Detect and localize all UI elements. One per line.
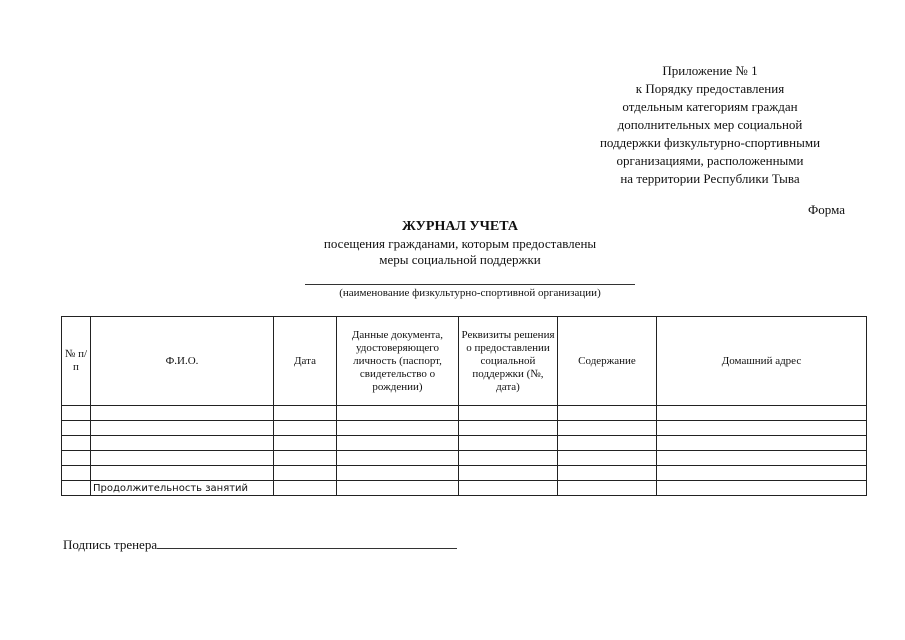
signature-label: Подпись тренера	[63, 537, 158, 552]
table-cell[interactable]	[558, 466, 657, 481]
table-row	[62, 436, 867, 451]
header-number: № п/п	[62, 317, 91, 406]
table-cell[interactable]	[91, 466, 274, 481]
table-row	[62, 421, 867, 436]
table-cell[interactable]	[558, 451, 657, 466]
table-cell[interactable]	[91, 406, 274, 421]
header-home-address: Домашний адрес	[657, 317, 867, 406]
table-cell[interactable]	[337, 406, 459, 421]
duration-label: Продолжительность занятий	[91, 481, 274, 496]
form-label: Форма	[808, 202, 845, 217]
table-cell[interactable]	[459, 421, 558, 436]
table-cell[interactable]	[62, 406, 91, 421]
table-cell[interactable]	[274, 481, 337, 496]
table-cell[interactable]	[558, 436, 657, 451]
table-cell[interactable]	[657, 466, 867, 481]
table-cell[interactable]	[459, 481, 558, 496]
table-cell[interactable]	[274, 466, 337, 481]
table-row	[62, 451, 867, 466]
table-cell[interactable]	[558, 481, 657, 496]
header-fullname: Ф.И.О.	[91, 317, 274, 406]
appendix-line: к Порядку предоставления	[635, 81, 785, 96]
table-cell[interactable]	[657, 481, 867, 496]
table-cell[interactable]	[558, 421, 657, 436]
trainer-signature	[63, 536, 457, 553]
table-cell[interactable]	[657, 421, 867, 436]
organization-caption: (наименование физкультурно-спортивной организации)	[339, 287, 601, 299]
header-date: Дата	[274, 317, 337, 406]
table-cell[interactable]	[657, 451, 867, 466]
appendix-line: дополнительных мер социальной	[617, 117, 803, 132]
table-row	[62, 406, 867, 421]
appendix-line: Приложение № 1	[662, 63, 758, 78]
table-cell[interactable]	[62, 421, 91, 436]
table-cell[interactable]	[459, 451, 558, 466]
header-decision-details: Реквизиты решения о предоставлении социальной поддержки (№, дата)	[459, 317, 558, 406]
header-content: Содержание	[558, 317, 657, 406]
table-cell[interactable]	[337, 436, 459, 451]
table-cell[interactable]	[274, 436, 337, 451]
appendix-line: организациями, расположенными	[616, 153, 804, 168]
appendix-line: отдельным категориям граждан	[622, 99, 798, 114]
table-cell[interactable]	[274, 451, 337, 466]
table-row	[62, 466, 867, 481]
appendix-line: поддержки физкультурно-спортивными	[599, 135, 821, 150]
appendix-header	[560, 62, 860, 188]
table-cell[interactable]	[91, 421, 274, 436]
appendix-line: на территории Республики Тыва	[620, 171, 800, 186]
document-title	[255, 218, 665, 268]
table-cell[interactable]	[657, 406, 867, 421]
table-cell[interactable]	[62, 481, 91, 496]
table-row-duration	[62, 481, 867, 496]
table-cell[interactable]	[337, 466, 459, 481]
signature-line[interactable]	[157, 536, 457, 549]
table-cell[interactable]	[337, 451, 459, 466]
header-id-document: Данные документа, удостоверяющего личность (паспорт, свидетельство о рождении)	[337, 317, 459, 406]
table-cell[interactable]	[558, 406, 657, 421]
table-cell[interactable]	[459, 436, 558, 451]
title-main: ЖУРНАЛ УЧЕТА	[401, 219, 519, 234]
table-cell[interactable]	[459, 466, 558, 481]
table-cell[interactable]	[91, 451, 274, 466]
table-header-row	[62, 317, 867, 406]
table-cell[interactable]	[337, 421, 459, 436]
table-cell[interactable]	[62, 436, 91, 451]
table-cell[interactable]	[62, 451, 91, 466]
table-cell[interactable]	[337, 481, 459, 496]
organization-name-line	[305, 284, 635, 285]
table-cell[interactable]	[459, 406, 558, 421]
title-subline: меры социальной поддержки	[379, 252, 541, 267]
table-cell[interactable]	[62, 466, 91, 481]
table-cell[interactable]	[274, 421, 337, 436]
table-cell[interactable]	[657, 436, 867, 451]
table-cell[interactable]	[274, 406, 337, 421]
table-cell[interactable]	[91, 436, 274, 451]
title-subline: посещения гражданами, которым предоставлены	[323, 236, 597, 251]
journal-table	[61, 316, 867, 496]
